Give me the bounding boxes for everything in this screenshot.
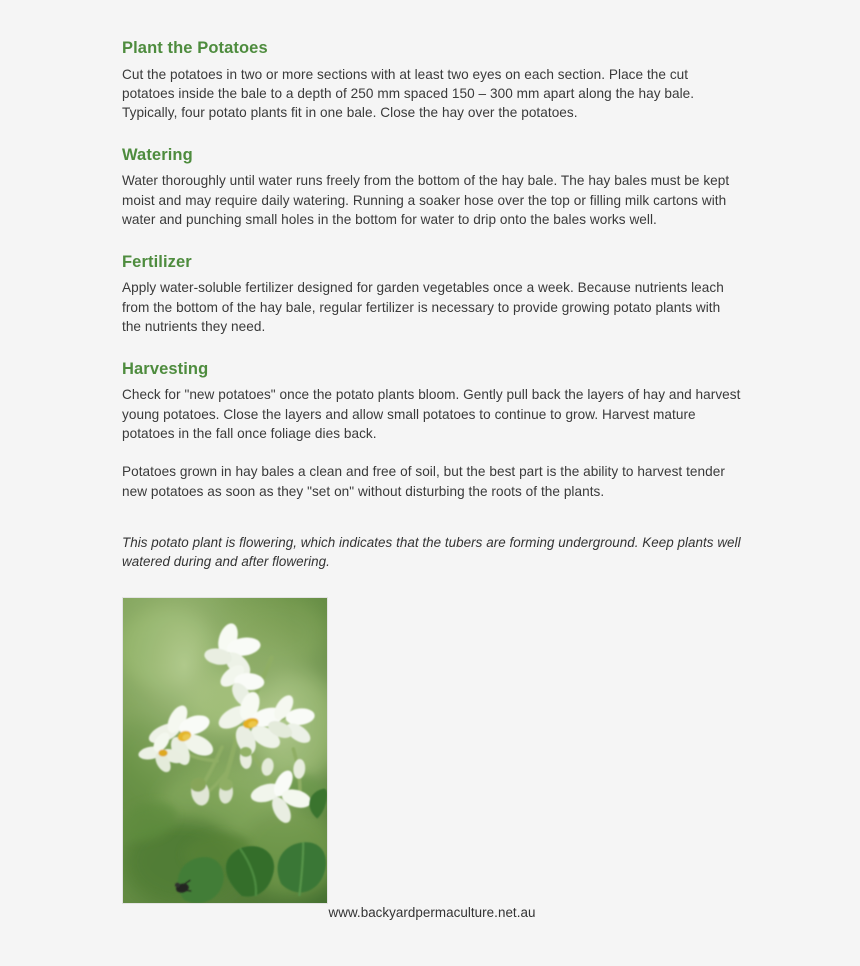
section-paragraph: Water thoroughly until water runs freely from the bottom of the hay bale. The hay bales must be kept moist and may require daily watering. Running a soaker hose over the top or filling milk cartons with water and punching small holes in the bottom for water to drip onto the bales works well. — [122, 173, 730, 228]
section-paragraph: Potatoes grown in hay bales a clean and free of soil, but the best part is the ability to harvest tender new potatoes as soon as they "set on" without disturbing the roots of the plants. — [122, 464, 725, 499]
photo-caption: This potato plant is flowering, which indicates that the tubers are forming underground. Keep plants well watered during and after flowering. — [122, 535, 741, 570]
article-content — [122, 38, 742, 571]
section-harvesting — [122, 359, 742, 502]
section-paragraph: Check for "new potatoes" once the potato plants bloom. Gently pull back the layers of hay and harvest young potatoes. Close the layers and allow small potatoes to continue to grow. Harvest mature potatoes in the fall once foliage dies back. — [122, 387, 741, 441]
photo-container — [122, 597, 328, 904]
source-url: www.backyardpermaculture.net.au — [328, 905, 536, 920]
section-heading: Watering — [122, 145, 193, 164]
section-heading: Plant the Potatoes — [122, 39, 268, 57]
section-heading: Fertilizer — [122, 252, 192, 271]
potato-flower-photo — [122, 597, 328, 904]
section-watering — [122, 145, 742, 230]
spacer — [122, 523, 742, 533]
section-paragraph: Cut the potatoes in two or more sections with at least two eyes on each section. Place the cut potatoes inside the bale to a depth of 250 mm spaced 150 – 300 mm apart along the hay bale. Typically, four potato plants fit in one bale. Close the hay over the potatoes. — [122, 66, 695, 121]
section-heading: Harvesting — [122, 359, 209, 378]
section-fertilizer — [122, 252, 742, 337]
section-plant-the-potatoes — [122, 38, 742, 123]
section-paragraph: Apply water-soluble fertilizer designed for garden vegetables once a week. Because nutrients leach from the bottom of the hay bale, regular fertilizer is necessary to provide growing potato plants with the nutrients they need. — [122, 280, 724, 335]
